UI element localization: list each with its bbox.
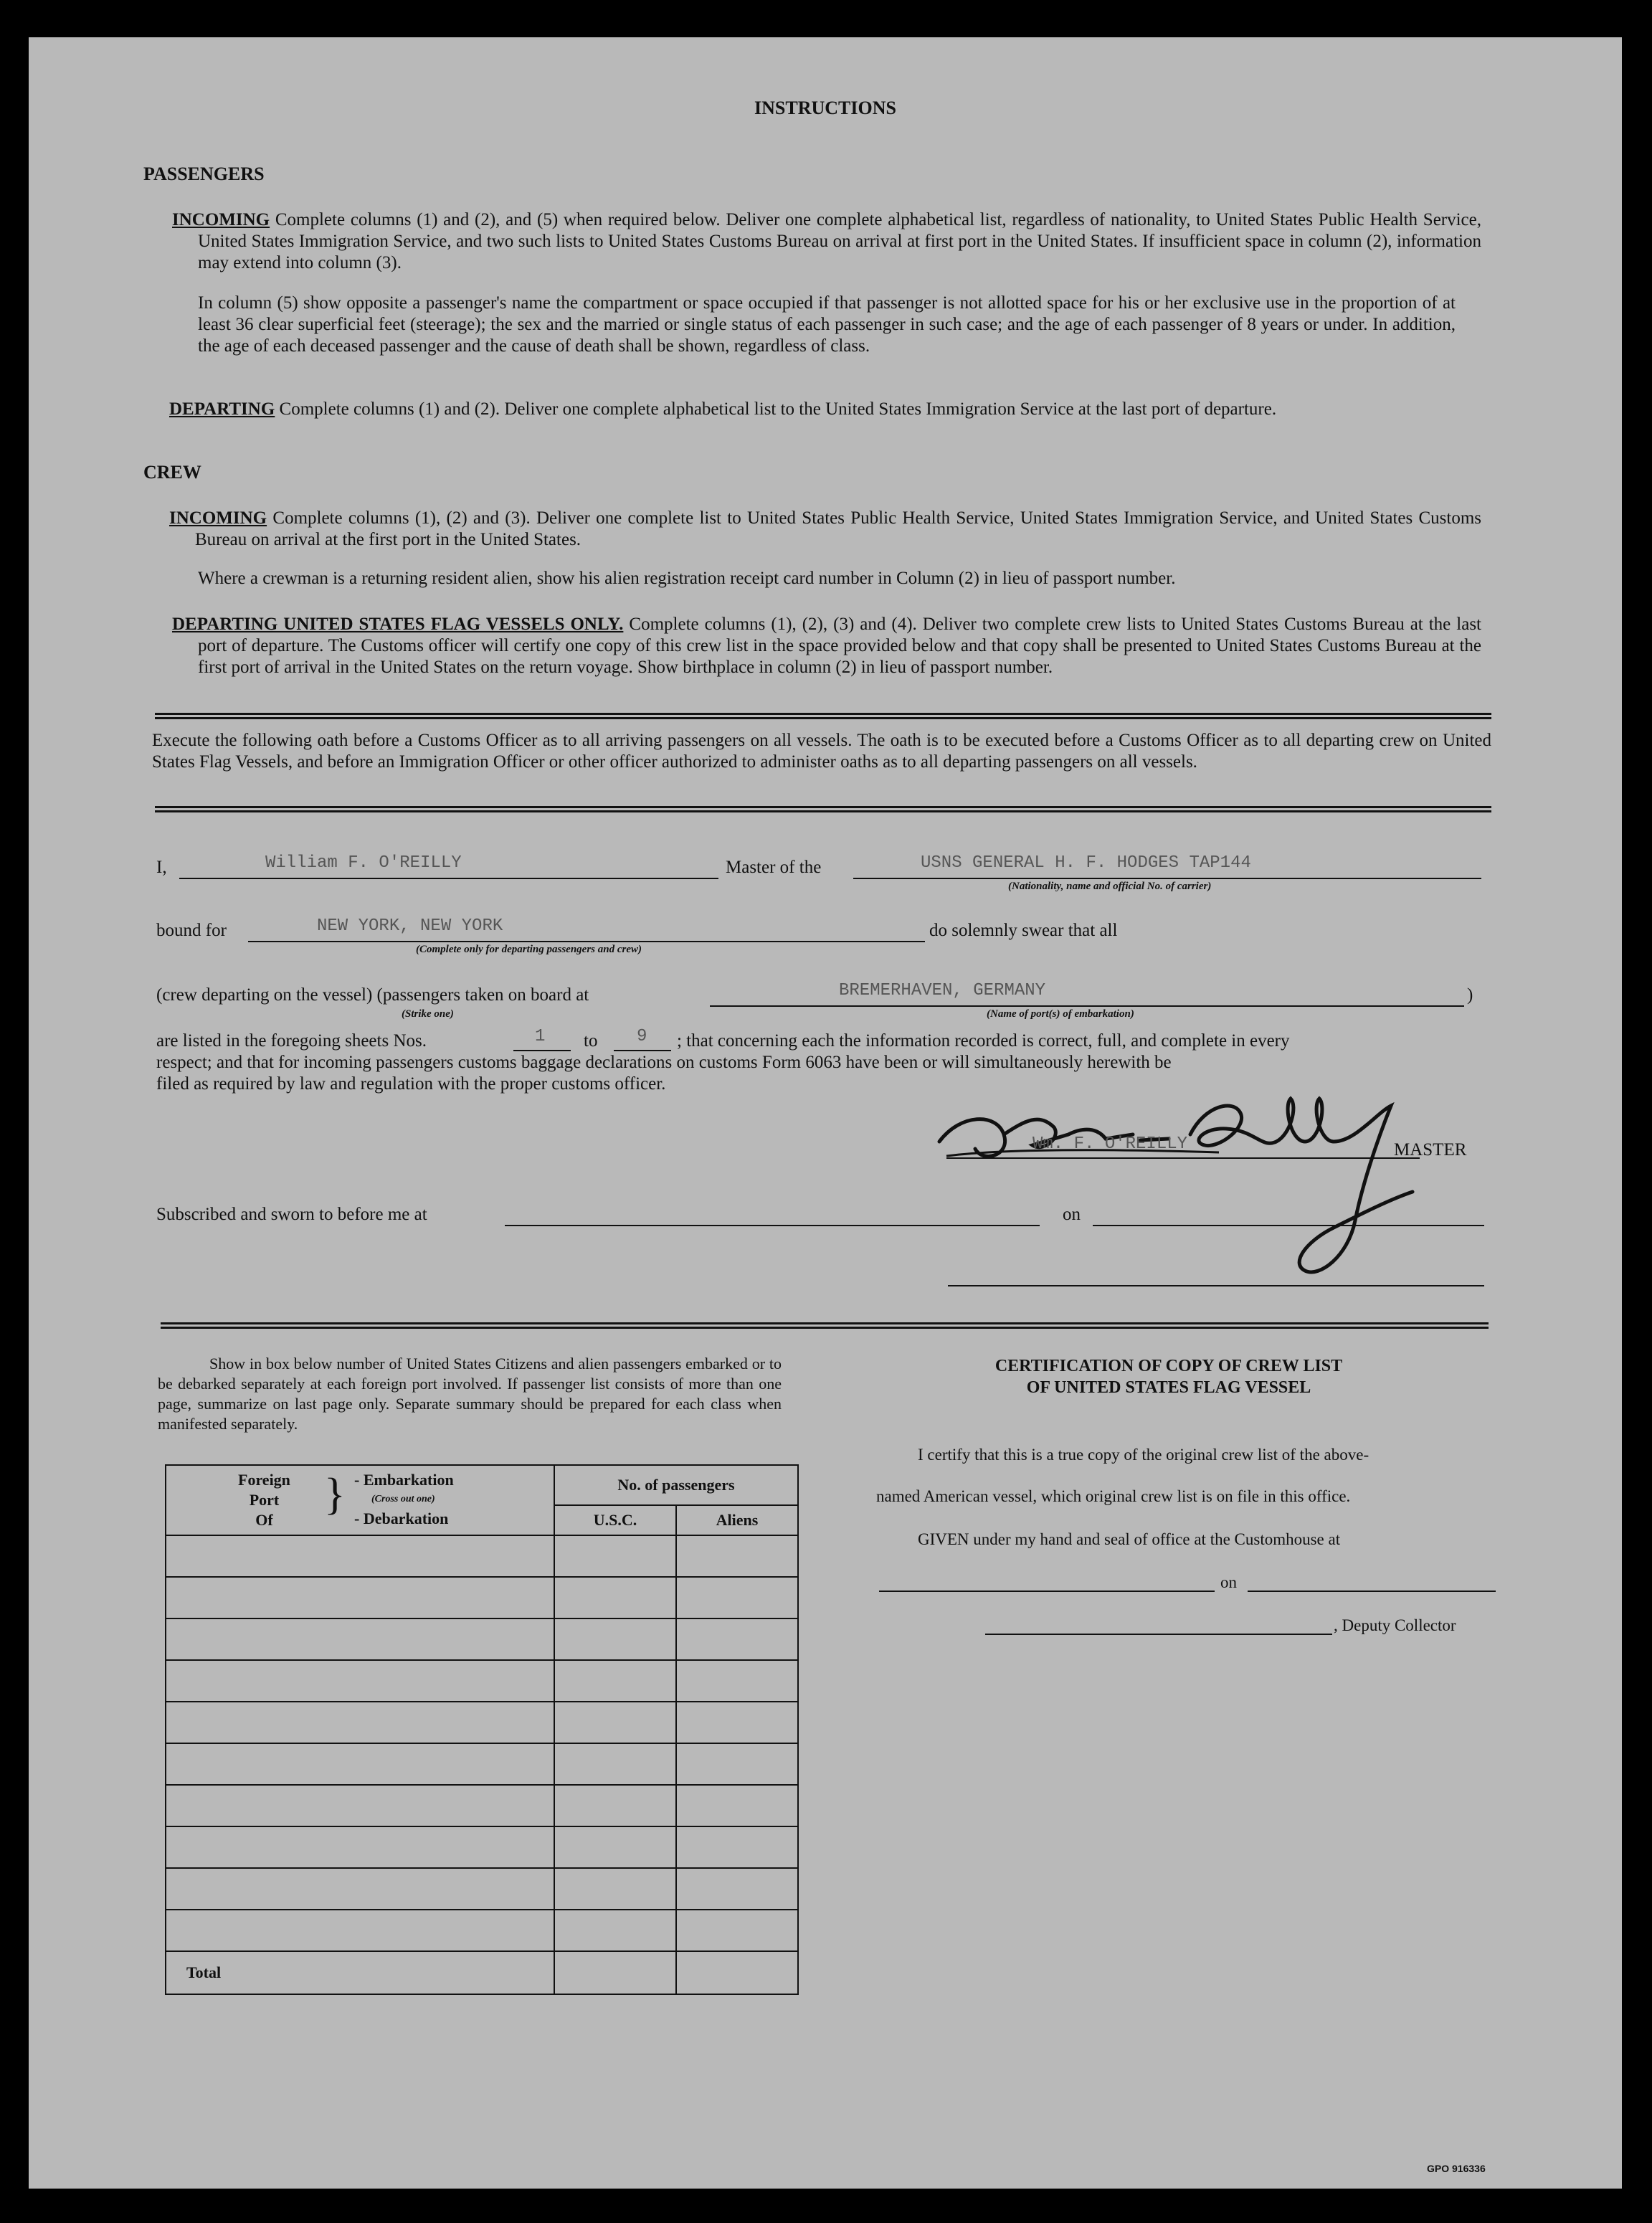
aliens-cell[interactable] [676,1910,798,1951]
master-name-line [179,878,718,879]
usc-cell[interactable] [554,1785,676,1826]
certify-line1: I certify that this is a true copy of the original crew list of the above- [918,1446,1369,1464]
aliens-cell[interactable] [676,1702,798,1743]
master-of-label: Master of the [726,858,822,877]
crew-incoming-label: INCOMING [169,508,267,528]
departing-label: DEPARTING [169,399,275,419]
bound-for-line [248,941,925,942]
usc-cell[interactable] [554,1743,676,1785]
usc-cell[interactable] [554,1868,676,1910]
usc-header: U.S.C. [554,1505,676,1535]
no-passengers-header: No. of passengers [554,1465,798,1505]
usc-cell[interactable] [554,1826,676,1868]
sheet-to-line [614,1050,671,1051]
port-cell[interactable] [166,1868,554,1910]
crew-heading: CREW [143,462,201,483]
crew-departing-text: Complete columns (1), (2), (3) and (4). Deliver two complete crew lists to United States Customs Bureau at the last port of departure. The Customs officer will certify one copy of this crew list in the space provided below and that copy shall be presented to United States Customs Bureau at the first port of arrival in the United States on the return voyage. Show birthplace in column (2) in lieu of passport number. [198,615,1482,677]
deputy-collector-label: , Deputy Collector [1334,1616,1456,1634]
divider-2 [155,806,1491,812]
master-label: MASTER [1394,1140,1467,1160]
subscribed-label: Subscribed and sworn to before me at [156,1205,427,1224]
table-row [166,1577,798,1618]
aliens-header: Aliens [676,1505,798,1535]
port-cell[interactable] [166,1785,554,1826]
crew-departing-label: DEPARTING UNITED STATES FLAG VESSELS ONLY. [172,615,624,634]
aliens-cell[interactable] [676,1743,798,1785]
document-page [29,37,1622,2189]
passengers-incoming-paragraph [172,209,1481,274]
crew-departing-paragraph [172,614,1481,678]
aliens-cell[interactable] [676,1618,798,1660]
certify-line3: GIVEN under my hand and seal of office at the Customhouse at [918,1530,1341,1548]
aliens-cell[interactable] [676,1785,798,1826]
embark-debark-labels: - Embarkation (Cross out one) - Debarkation [354,1471,454,1527]
cert-date-line[interactable] [1248,1591,1496,1592]
cert-on-label: on [1220,1573,1237,1591]
certify-line2: named American vessel, which original crew list is on file in this office. [876,1487,1351,1505]
respect-text: respect; and that for incoming passengers customs baggage declarations on customs Form 6063 have been or will simultaneously herewith be [156,1053,1172,1072]
vessel-caption: (Nationality, name and official No. of carrier) [1008,881,1212,892]
certification-title [853,1355,1484,1398]
sheets-rest-text: ; that concerning each the information recorded is correct, full, and complete in every [677,1031,1290,1051]
port-cell[interactable] [166,1618,554,1660]
crew-incoming-text: Complete columns (1), (2) and (3). Deliver one complete list to United States Public Health Service, United States Immigration Service, and United States Customs Bureau on arrival at the first port in the United States. [195,508,1482,549]
certification-title-line2: OF UNITED STATES FLAG VESSEL [1026,1378,1311,1397]
table-row [166,1785,798,1826]
aliens-cell[interactable] [676,1826,798,1868]
total-label: Total [166,1951,554,1994]
incoming-label: INCOMING [172,210,270,229]
bound-caption: (Complete only for departing passengers and crew) [416,944,642,955]
summary-note: Show in box below number of United States Citizens and alien passengers embarked or to be debarked separately at each foreign port involved. If passenger list consists of more than one page, summarize on last page only. Separate summary should be prepared for each class when manifested separately. [158,1355,782,1433]
usc-cell[interactable] [554,1535,676,1577]
gpo-number: GPO 916336 [1427,2163,1486,2174]
passengers-heading: PASSENGERS [143,163,265,184]
port-cell[interactable] [166,1702,554,1743]
master-name-field[interactable]: William F. O'REILLY [265,853,462,873]
subscribed-date-line[interactable] [1093,1225,1484,1226]
sheet-from-line [513,1050,571,1051]
sheet-to-field[interactable]: 9 [637,1027,647,1046]
passenger-summary-table [165,1464,799,1995]
port-cell[interactable] [166,1660,554,1702]
crew-incoming-paragraph [169,508,1481,551]
instructions-title: INSTRUCTIONS [754,98,896,118]
aliens-cell[interactable] [676,1535,798,1577]
port-line [710,1005,1464,1007]
port-cell[interactable] [166,1743,554,1785]
bound-for-field[interactable]: NEW YORK, NEW YORK [317,916,503,936]
total-usc-cell[interactable] [554,1951,676,1994]
bound-for-label: bound for [156,921,227,940]
aliens-cell[interactable] [676,1868,798,1910]
crew-resident-paragraph: Where a crewman is a returning resident alien, show his alien registration receipt card number in Column (2) in lieu of passport number. [198,569,1176,588]
usc-cell[interactable] [554,1660,676,1702]
total-aliens-cell[interactable] [676,1951,798,1994]
vessel-line [853,878,1481,879]
usc-cell[interactable] [554,1702,676,1743]
port-caption: (Name of port(s) of embarkation) [987,1008,1134,1020]
table-row [166,1702,798,1743]
swear-text: do solemnly swear that all [929,921,1118,940]
customhouse-line[interactable] [879,1591,1215,1592]
to-label: to [584,1031,598,1051]
column5-paragraph: In column (5) show opposite a passenger's name the compartment or space occupied if that passenger is not allotted space for his or her exclusive use in the proportion of at least 36 clear superficial feet (steerage); the sex and the married or single status of each passenger in such case; and the age of each passenger of 8 years or under. In addition, the age of each deceased passenger and the cause of death shall be shown, regardless of class. [198,293,1456,356]
port-header-cell [166,1465,554,1535]
crew-passengers-text: (crew departing on the vessel) (passengers taken on board at [156,985,589,1005]
table-row [166,1618,798,1660]
departing-text: Complete columns (1) and (2). Deliver one complete alphabetical list to the United States Immigration Service at the last port of departure. [279,399,1277,419]
signature-line [946,1157,1420,1159]
certification-title-line1: CERTIFICATION OF COPY OF CREW LIST [994,1357,1343,1375]
passengers-departing-paragraph [169,399,1481,420]
subscribed-place-line[interactable] [505,1225,1040,1226]
vessel-field[interactable]: USNS GENERAL H. F. HODGES TAP144 [921,853,1251,873]
port-field[interactable]: BREMERHAVEN, GERMANY [839,981,1046,1000]
sheets-label: are listed in the foregoing sheets Nos. [156,1031,427,1051]
divider-1 [155,713,1491,719]
incoming-text: Complete columns (1) and (2), and (5) when required below. Deliver one complete alphabetical list, regardless of nationality, to United States Public Health Service, United States Immigration Service, and two such lists to United States Customs Bureau on arrival at first port in the United States. If insufficient space in column (2), information may extend into column (3). [198,210,1482,272]
deputy-collector-line[interactable] [985,1634,1332,1635]
table-row [166,1660,798,1702]
table-row [166,1910,798,1951]
officer-signature-line[interactable] [948,1285,1484,1286]
total-row [166,1951,798,1994]
aliens-cell[interactable] [676,1660,798,1702]
port-cell[interactable] [166,1910,554,1951]
strike-caption: (Strike one) [402,1008,454,1020]
divider-3 [161,1322,1489,1329]
on-label: on [1063,1205,1081,1224]
sheet-from-field[interactable]: 1 [535,1027,546,1046]
foreign-port-of: Foreign Port Of [238,1471,290,1529]
table-row [166,1868,798,1910]
aliens-cell[interactable] [676,1577,798,1618]
usc-cell[interactable] [554,1577,676,1618]
table-row [166,1826,798,1868]
signature-typed-name: Wm. F. O'REILLY [1032,1134,1188,1154]
port-cell[interactable] [166,1826,554,1868]
close-paren: ) [1467,985,1473,1005]
table-row [166,1743,798,1785]
filed-text: filed as required by law and regulation with the proper customs officer. [156,1074,666,1094]
usc-cell[interactable] [554,1618,676,1660]
brace-glyph: } [324,1470,346,1519]
i-label: I, [156,858,167,877]
port-cell[interactable] [166,1577,554,1618]
master-signature [918,1084,1477,1299]
port-cell[interactable] [166,1535,554,1577]
usc-cell[interactable] [554,1910,676,1951]
table-row [166,1535,798,1577]
oath-intro: Execute the following oath before a Customs Officer as to all arriving passengers on all vessels. The oath is to be executed before a Customs Officer as to all departing crew on United States Flag Vessels, and before an Immigration Officer or other officer authorized to administer oaths as to all departing passengers on all vessels. [152,731,1491,772]
